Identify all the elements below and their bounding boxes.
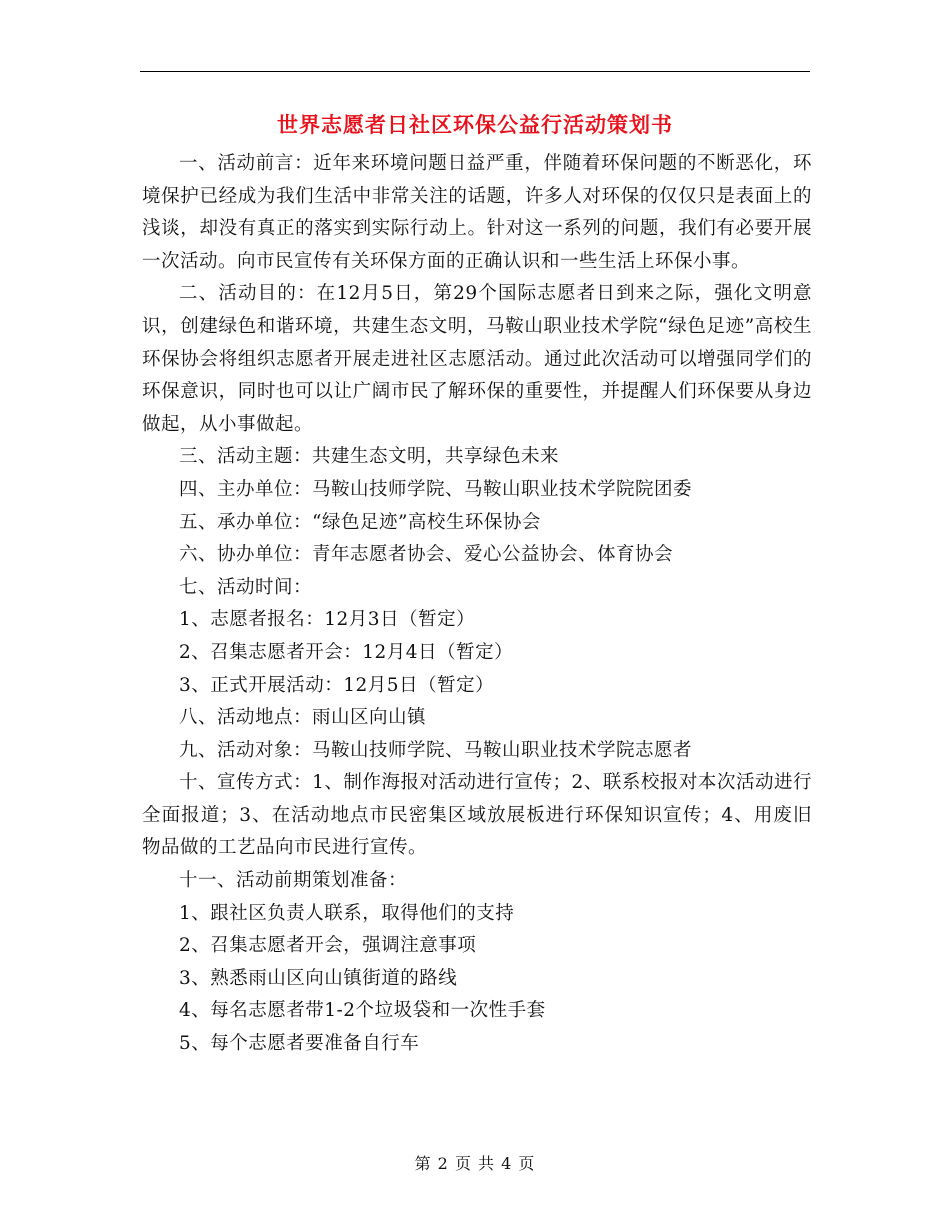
section-host: 四、主办单位：马鞍山技师学院、马鞍山职业技术学院院团委	[179, 478, 693, 500]
document-title: 世界志愿者日社区环保公益行活动策划书	[277, 112, 673, 137]
document-body	[142, 148, 812, 1061]
preparation-item: 5、每个志愿者要准备自行车	[179, 1033, 420, 1055]
preparation-item: 2、召集志愿者开会，强调注意事项	[179, 935, 477, 957]
section-preparation-heading: 十一、活动前期策划准备：	[179, 870, 408, 892]
section-co-organizer: 六、协办单位：青年志愿者协会、爱心公益协会、体育协会	[179, 544, 674, 566]
section-preface: 一、活动前言：近年来环境问题日益严重，伴随着环保问题的不断恶化，环境保护已经成为我们生活中非常关注的话题，许多人对环保的仅仅只是表面上的浅谈，却没有真正的落实到实际行动上。针对这一系列的问题，我们有必要开展一次活动。向市民宣传有关环保方面的正确认识和一些生活上环保小事。	[142, 153, 812, 272]
section-organizer: 五、承办单位：“绿色足迹”高校生环保协会	[179, 511, 541, 533]
time-item: 2、召集志愿者开会：12月4日（暂定）	[179, 641, 514, 663]
preparation-item: 4、每名志愿者带1-2个垃圾袋和一次性手套	[179, 1000, 546, 1022]
preparation-item: 3、熟悉雨山区向山镇街道的路线	[179, 967, 458, 989]
section-time-heading: 七、活动时间：	[179, 576, 313, 598]
section-location: 八、活动地点：雨山区向山镇	[179, 707, 427, 729]
preparation-item: 1、跟社区负责人联系，取得他们的支持	[179, 902, 515, 924]
section-purpose: 二、活动目的：在12月5日，第29个国际志愿者日到来之际，强化文明意识，创建绿色和谐环境，共建生态文明，马鞍山职业技术学院“绿色足迹”高校生环保协会将组织志愿者开展走进社区志愿活动。通过此次活动可以增强同学们的环保意识，同时也可以让广阔市民了解环保的重要性，并提醒人们环保要从身边做起，从小事做起。	[142, 283, 812, 435]
time-item: 1、志愿者报名：12月3日（暂定）	[179, 609, 476, 631]
section-participants: 九、活动对象：马鞍山技师学院、马鞍山职业技术学院志愿者	[179, 739, 693, 761]
time-item: 3、正式开展活动：12月5日（暂定）	[179, 674, 495, 696]
section-publicity: 十、宣传方式：1、制作海报对活动进行宣传；2、联系校报对本次活动进行全面报道；3、在活动地点市民密集区域放展板进行环保知识宣传；4、用废旧物品做的工艺品向市民进行宣传。	[142, 772, 812, 859]
page-number: 第 2 页 共 4 页	[414, 1154, 536, 1173]
header-rule	[140, 71, 810, 72]
section-theme: 三、活动主题：共建生态文明，共享绿色未来	[179, 446, 560, 468]
